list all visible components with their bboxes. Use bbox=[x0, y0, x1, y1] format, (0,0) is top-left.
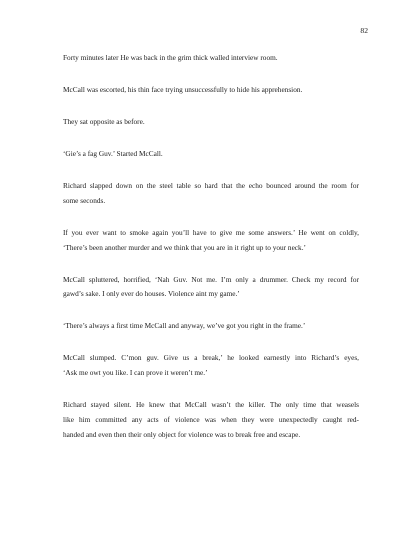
paragraph bbox=[63, 351, 359, 381]
text-line: like him committed any acts of violence was when they were unexpectedly caught red- bbox=[63, 414, 359, 424]
text-line: ‘There’s been another murder and we think that you are in it right up to your neck.’ bbox=[63, 242, 306, 252]
paragraph bbox=[63, 273, 359, 303]
text-line: handed and even then their only object for violence was to break free and escape. bbox=[63, 429, 301, 439]
text-line: ‘There’s always a first time McCall and anyway, we’ve got you right in the frame.’ bbox=[63, 321, 306, 331]
paragraph bbox=[63, 51, 359, 66]
paragraph bbox=[63, 319, 359, 334]
text-line: McCall slumped. C’mon guv. Give us a break,’ he looked earnestly into Richard’s eyes, bbox=[63, 353, 359, 363]
paragraph bbox=[63, 115, 359, 130]
text-line: Forty minutes later He was back in the grim thick walled interview room. bbox=[63, 53, 278, 62]
paragraph bbox=[63, 147, 359, 162]
paragraph bbox=[63, 398, 359, 442]
text-line: gawd’s sake. I only ever do houses. Violence aint my game.’ bbox=[63, 289, 240, 299]
paragraph bbox=[63, 179, 359, 209]
text-line: McCall was escorted, his thin face trying unsuccessfully to hide his apprehension. bbox=[63, 84, 303, 94]
text-line: Richard slapped down on the steel table so hard that the echo bounced around the room for bbox=[63, 180, 359, 190]
text-line: McCall spluttered, horrified, ‘Nah Guv. Not me. I’m only a drummer. Check my record for bbox=[63, 274, 359, 284]
text-line: ‘Gie’s a fag Guv.’ Started McCall. bbox=[63, 148, 163, 158]
body-text bbox=[63, 51, 359, 460]
text-line: some seconds. bbox=[63, 195, 106, 205]
text-line: ‘Ask me owt you like. I can prove it weren’t me.’ bbox=[63, 368, 208, 378]
text-line: If you ever want to smoke again you’ll have to give me some answers.’ He went on coldly, bbox=[63, 227, 359, 237]
paragraph bbox=[63, 83, 359, 98]
text-line: They sat opposite as before. bbox=[63, 116, 145, 126]
paragraph bbox=[63, 226, 359, 256]
text-line: Richard stayed silent. He knew that McCall wasn’t the killer. The only time that weasels bbox=[63, 400, 359, 410]
page-number: 82 bbox=[360, 26, 368, 35]
